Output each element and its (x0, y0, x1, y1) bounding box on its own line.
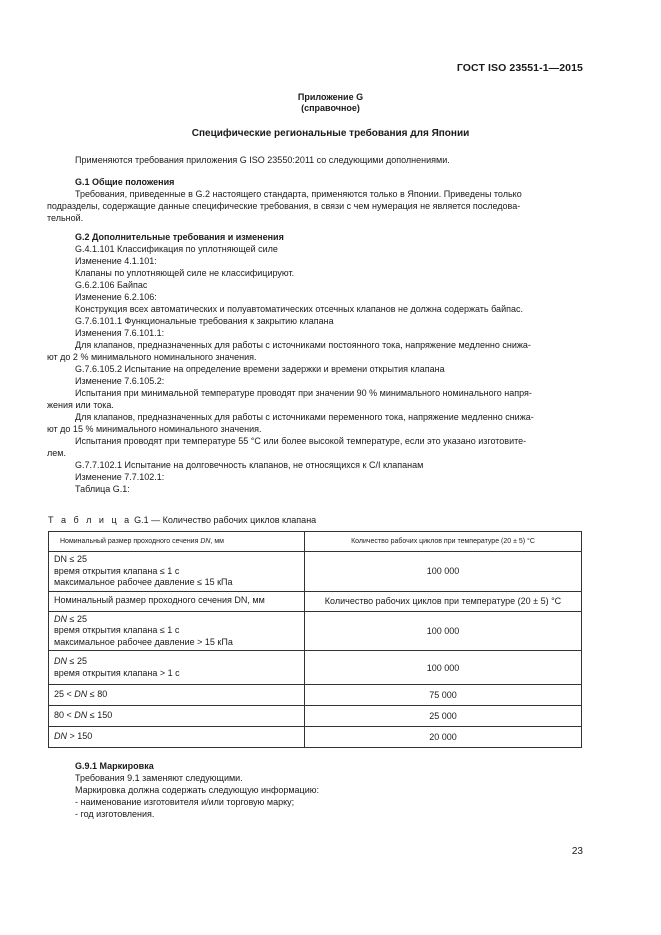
g2-line: Для клапанов, предназначенных для работы с источниками переменного тока, напряжение медленно снижа- (75, 412, 534, 422)
table-row (49, 727, 582, 748)
table-row (49, 611, 582, 651)
table-header-row (49, 532, 582, 552)
g2-line: G.7.6.101.1 Функциональные требования к закрытию клапана (75, 316, 334, 326)
standard-header: ГОСТ ISO 23551-1—2015 (456, 62, 583, 74)
table-cell: DN ≤ 25 время открытия клапана ≤ 1 с максимальное рабочее давление ≤ 15 кПа (49, 552, 305, 592)
table-row (49, 685, 582, 706)
table-cell: 100 000 (305, 651, 582, 685)
g2-line: ют до 2 % минимального номинального значения. (47, 352, 257, 362)
g2-line: Испытания при минимальной температуре проводят при значении 90 % минимального номинального напря- (75, 388, 532, 398)
section-g2-heading: G.2 Дополнительные требования и изменения (75, 232, 284, 242)
table-cell: 20 000 (305, 727, 582, 748)
g91-line: - год изготовления. (75, 809, 155, 819)
g2-line: Изменение 7.7.102.1: (75, 472, 165, 482)
table-caption-text: G.1 — Количество рабочих циклов клапана (134, 515, 317, 525)
g2-line: Изменение 4.1.101: (75, 256, 157, 266)
g2-line: G.4.1.101 Классификация по уплотняющей силе (75, 244, 278, 254)
g1-text-line: подразделы, содержащие данные специфические требования, в связи с чем нумерация не является последова- (47, 201, 521, 211)
table-cell: 25 < DN ≤ 80 (49, 685, 305, 706)
appendix-heading (0, 92, 661, 114)
g2-line: Изменение 7.6.105.2: (75, 376, 165, 386)
table-cell: 100 000 (305, 552, 582, 592)
g1-text-line: Требования, приведенные в G.2 настоящего стандарта, применяются только в Японии. Приведены только (75, 189, 522, 199)
table-header-cell: Номинальный размер проходного сечения DN, мм (49, 532, 305, 552)
g2-line: Для клапанов, предназначенных для работы с источниками постоянного тока, напряжение медленно снижа- (75, 340, 531, 350)
table-cell: 25 000 (305, 706, 582, 727)
g2-line: G.7.6.105.2 Испытание на определение времени задержки и времени открытия клапана (75, 364, 445, 374)
main-text (47, 154, 582, 495)
g2-line: G.7.7.102.1 Испытание на долговечность клапанов, не относящихся к С/I клапанам (75, 460, 424, 470)
g2-line: Изменение 6.2.106: (75, 292, 157, 302)
g1-text-line: тельной. (47, 213, 84, 223)
table-cell: 100 000 (305, 611, 582, 651)
valve-cycles-table (48, 531, 582, 748)
g91-line: Маркировка должна содержать следующую информацию: (75, 785, 319, 795)
appendix-subtitle: (справочное) (301, 103, 360, 113)
table-cell: DN ≤ 25 время открытия клапана > 1 с (49, 651, 305, 685)
section-g91-heading: G.9.1 Маркировка (75, 761, 154, 771)
table-header-cell: Количество рабочих циклов при температуре (20 ± 5) °С (305, 532, 582, 552)
g2-line: Конструкция всех автоматических и полуавтоматических отсечных клапанов не должна содержать байпас. (75, 304, 523, 314)
g2-line: Испытания проводят при температуре 55 °С или более высокой температуре, если это указано изготовите- (75, 436, 527, 446)
appendix-title: Приложение G (297, 92, 364, 102)
table-cell: 75 000 (305, 685, 582, 706)
document-title: Специфические региональные требования для Японии (191, 128, 470, 139)
table-row (49, 591, 582, 611)
table-cell: 80 < DN ≤ 150 (49, 706, 305, 727)
g2-line: лем. (47, 448, 66, 458)
table-caption (48, 514, 316, 526)
table-caption-prefix: Т а б л и ц а (48, 515, 132, 525)
g2-line: ют до 15 % минимального номинального значения. (47, 424, 262, 434)
table-cell: Номинальный размер проходного сечения DN, мм (49, 591, 305, 611)
section-g91 (75, 760, 582, 820)
intro-paragraph: Применяются требования приложения G ISO 23550:2011 со следующими дополнениями. (75, 155, 450, 165)
table-row (49, 552, 582, 592)
g2-line: G.6.2.106 Байпас (75, 280, 148, 290)
section-g1-heading: G.1 Общие положения (75, 177, 175, 187)
g91-line: Требования 9.1 заменяют следующими. (75, 773, 243, 783)
page-number: 23 (571, 846, 583, 857)
g91-line: - наименование изготовителя и/или торговую марку; (75, 797, 295, 807)
table-cell: DN > 150 (49, 727, 305, 748)
table-row (49, 706, 582, 727)
g2-line: Клапаны по уплотняющей силе не классифицируют. (75, 268, 295, 278)
g2-line: жения или тока. (47, 400, 114, 410)
g2-line: Таблица G.1: (75, 484, 130, 494)
g2-line: Изменения 7.6.101.1: (75, 328, 165, 338)
table-row (49, 651, 582, 685)
table-cell: Количество рабочих циклов при температуре (20 ± 5) °С (305, 591, 582, 611)
table-cell: DN ≤ 25 время открытия клапана ≤ 1 с максимальное рабочее давление > 15 кПа (49, 611, 305, 651)
